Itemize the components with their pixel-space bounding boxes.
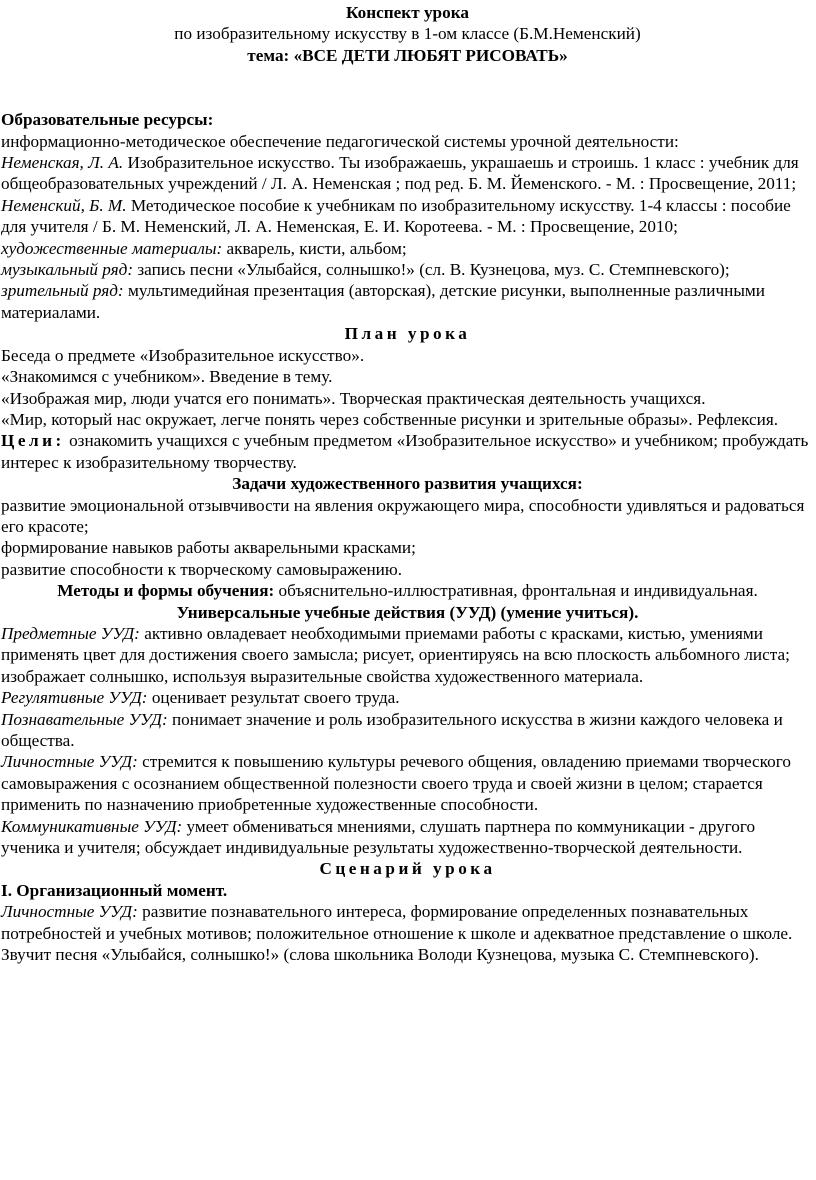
methods-text: объяснительно-иллюстративная, фронтальная и индивидуальная.: [274, 581, 758, 601]
scenario-personal: [1, 901, 814, 944]
uud-text: развитие познавательного интереса, формирование определенных познавательных потребностей и учебных мотивов; положительное отношение к школе и адекватное представление о школе.: [1, 902, 793, 943]
resource-item: [1, 280, 814, 323]
resource-text: Методическое пособие к учебникам по изобразительному искусству. 1-4 классы : пособие для учителя / Б. М. Неменский, Л. А. Неменская, Е. И. Коротеева. - М. : Просвещение, 2010;: [1, 195, 791, 237]
scenario-heading: Сценарий урока: [319, 859, 496, 879]
task-item: развитие эмоциональной отзывчивости на явления окружающего мира, способности удивляться и радоваться его красоте;: [1, 495, 805, 536]
scenario-section-title: I. Организационный момент.: [1, 880, 228, 900]
plan-item: «Мир, который нас окружает, легче понять через собственные рисунки и зрительные образы». Рефлексия.: [1, 409, 779, 429]
plan-item: «Изображая мир, люди учатся его понимать». Творческая практическая деятельность учащихся.: [1, 388, 706, 408]
resource-label: зрительный ряд:: [1, 281, 124, 301]
uud-subject: [1, 623, 814, 687]
methods-label: Методы и формы обучения:: [57, 581, 275, 601]
resource-text: акварель, кисти, альбом;: [222, 238, 407, 258]
resource-item: [1, 152, 814, 195]
resource-item: информационно-методическое обеспечение педагогической системы урочной деятельности:: [1, 131, 679, 151]
uud-cognitive: [1, 709, 814, 752]
methods-paragraph: [1, 580, 814, 601]
uud-personal: [1, 751, 814, 815]
resource-text: Изобразительное искусство. Ты изображаешь, украшаешь и строишь. 1 класс : учебник для общеобразовательных учреждений / Л. А. Неменская ; под ред. Б. М. Йеменского. - М. : Просвещение, 2011;: [1, 153, 799, 194]
goals-paragraph: [1, 430, 814, 473]
resource-label: художественные материалы:: [1, 238, 223, 258]
task-item: развитие способности к творческому самовыражению.: [1, 559, 403, 579]
resource-item: [1, 195, 814, 238]
plan-item: Беседа о предмете «Изобразительное искусство».: [1, 345, 365, 365]
uud-label: Регулятивные УУД:: [1, 688, 148, 708]
tasks-heading: Задачи художественного развития учащихся:: [232, 474, 583, 494]
uud-text: понимает значение и роль изобразительного искусства в жизни каждого человека и общества.: [1, 709, 783, 750]
resources-heading: Образовательные ресурсы:: [1, 110, 214, 130]
uud-label: Личностные УУД:: [1, 752, 138, 772]
uud-text: оценивает результат своего труда.: [147, 688, 400, 708]
uud-label: Личностные УУД:: [1, 902, 138, 922]
resource-item: [1, 259, 814, 280]
uud-label: Познавательные УУД:: [1, 709, 168, 729]
document-subtitle: по изобразительному искусству в 1-ом классе (Б.М.Неменский): [174, 24, 641, 44]
plan-heading: План урока: [344, 324, 471, 344]
uud-label: Предметные УУД:: [1, 623, 140, 643]
uud-text: активно овладевает необходимыми приемами работы с красками, кистью, умениями применять цвет для достижения своего замысла; рисует, ориентируясь на всю плоскость альбомного листа; изображает солнышко, используя выразительные свойства художественного материала.: [1, 623, 790, 686]
scenario-song: Звучит песня «Улыбайся, солнышко!» (слова школьника Володи Кузнецова, музыка С. Стемпневского).: [1, 945, 759, 965]
uud-label: Коммуникативные УУД:: [1, 816, 183, 836]
task-item: формирование навыков работы акварельными красками;: [1, 538, 416, 558]
resource-item: [1, 238, 814, 259]
resource-label: музыкальный ряд:: [1, 260, 134, 280]
resource-author: Неменская, Л. А.: [1, 153, 124, 173]
document-title: Конспект урока: [346, 3, 469, 22]
resource-text: мультимедийная презентация (авторская), детские рисунки, выполненные различными материалами.: [1, 281, 765, 322]
uud-communicative: [1, 816, 814, 859]
resource-author: Неменский, Б. М.: [1, 195, 127, 215]
resource-text: запись песни «Улыбайся, солнышко!» (сл. В. Кузнецова, муз. С. Стемпневского);: [133, 260, 730, 280]
plan-item: «Знакомимся с учебником». Введение в тему.: [1, 367, 333, 387]
uud-regulative: [1, 687, 814, 708]
uud-text: стремится к повышению культуры речевого общения, овладению приемами творческого самовыражения с осознанием общественной полезности своего труда и своей жизни в целом; старается применить по назначению приобретенные художественные способности.: [1, 752, 791, 815]
uud-heading: Универсальные учебные действия (УУД) (умение учиться).: [176, 602, 639, 622]
spacer: [1, 66, 814, 109]
uud-text: умеет обмениваться мнениями, слушать партнера по коммуникации - другого ученика и учителя; обсуждает индивидуальные результаты художественно-творческой деятельности.: [1, 816, 756, 858]
goals-text: ознакомить учащихся с учебным предметом «Изобразительное искусство» и учебником; пробуждать интерес к изобразительному творчеству.: [1, 431, 809, 472]
lesson-topic: тема: «ВСЕ ДЕТИ ЛЮБЯТ РИСОВАТЬ»: [247, 45, 568, 65]
goals-label: Цели:: [1, 431, 65, 451]
